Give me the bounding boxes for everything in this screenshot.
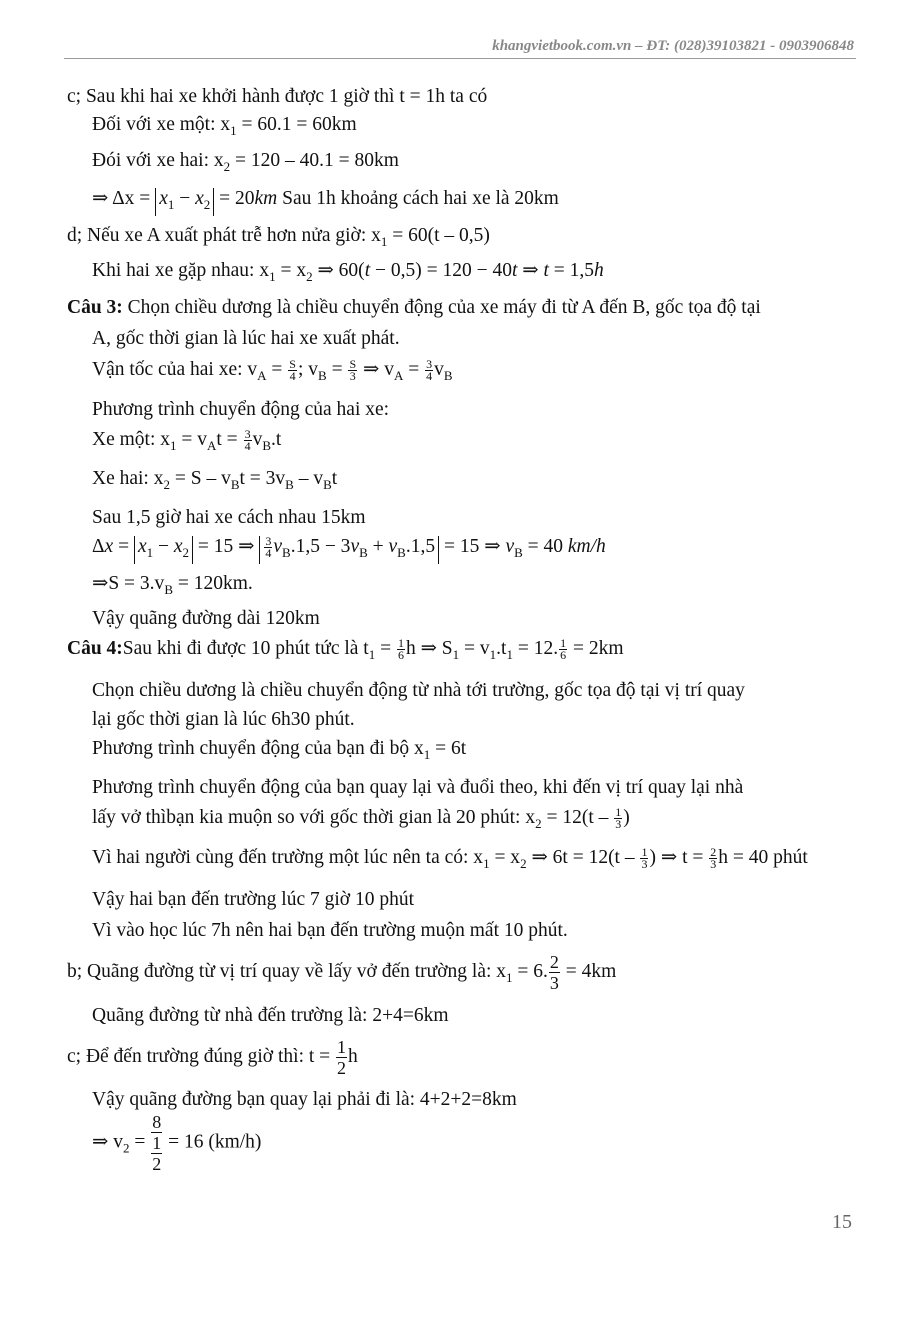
text-run: v	[252, 429, 263, 450]
text-line	[67, 296, 761, 320]
numerator: 2	[710, 845, 717, 860]
denominator: 3	[549, 972, 559, 993]
text-run: ⇒ Δx =	[92, 187, 156, 209]
denominator: 6	[560, 648, 567, 663]
text-line	[92, 846, 808, 876]
denominator: 4	[426, 369, 433, 384]
text-run: = 60.1 = 60km	[236, 114, 357, 135]
subscript: 2	[223, 159, 231, 174]
numerator: 1	[560, 636, 567, 651]
subscript: B	[230, 477, 240, 492]
text-run: .1,5	[405, 536, 436, 557]
text-run: = 20	[214, 187, 255, 209]
fraction	[264, 536, 272, 559]
text-run: .t	[496, 638, 507, 659]
text-line	[67, 85, 487, 109]
text-run: =	[113, 536, 134, 557]
math-variable: x	[137, 536, 147, 557]
subscript: B	[514, 545, 523, 560]
subscript: 1	[170, 438, 177, 453]
text-run: d; Nếu xe A xuất phát trễ hơn nửa giờ: x	[67, 225, 381, 246]
text-line	[92, 1088, 517, 1112]
denominator	[151, 1133, 162, 1174]
math-variable: t	[364, 260, 371, 281]
subscript: 2	[535, 816, 542, 831]
text-run: .t	[270, 429, 282, 450]
subscript: 1	[452, 647, 460, 662]
text-run: = 12.	[512, 638, 559, 659]
text-run: ⇒ v	[92, 1131, 123, 1153]
text-line	[92, 888, 414, 912]
subscript: 2	[306, 269, 313, 284]
text-run: =	[326, 359, 348, 380]
text-run: = 15 ⇒	[193, 536, 260, 557]
text-run: = x	[489, 847, 521, 868]
text-run: = 16 (km/h)	[163, 1131, 262, 1153]
text-run: Vận tốc của hai xe: v	[92, 359, 258, 380]
subscript: B	[443, 368, 453, 383]
text-run: = 1,5	[548, 260, 595, 281]
math-variable: v	[388, 536, 398, 557]
page-header: khangvietbook.com.vn – ĐT: (028)39103821 - 0903906848	[492, 38, 854, 54]
subscript: 2	[122, 1140, 130, 1156]
subscript: 1	[489, 647, 497, 662]
text-line	[67, 1037, 358, 1078]
text-run: = 15 ⇒	[439, 536, 506, 557]
text-run: A, gốc thời gian là lúc hai xe xuất phát.	[92, 328, 400, 349]
math-variable: x	[195, 187, 204, 209]
subscript: 1	[506, 647, 513, 662]
text-line	[92, 919, 568, 943]
text-line	[92, 737, 466, 767]
text-run: = 40	[522, 536, 568, 557]
text-run: ; v	[297, 359, 319, 380]
text-run: Xe hai: x	[92, 468, 164, 489]
text-line	[92, 113, 357, 143]
text-run: h	[348, 1045, 358, 1067]
fraction	[614, 807, 622, 830]
text-run: – v	[293, 468, 324, 489]
text-line	[92, 607, 320, 631]
text-line	[92, 467, 337, 497]
fraction	[336, 1037, 347, 1078]
subscript: 2	[182, 545, 190, 560]
denominator: 3	[710, 857, 717, 872]
math-variable: h	[594, 260, 604, 281]
math-variable: v	[505, 536, 515, 557]
text-run: t =	[216, 429, 243, 450]
text-line	[92, 506, 366, 530]
numerator: 3	[244, 427, 251, 442]
text-line	[92, 327, 400, 351]
subscript: B	[397, 545, 406, 560]
text-run: c; Để đến trường đúng giờ thì: t =	[67, 1045, 336, 1067]
fraction	[397, 638, 405, 661]
absolute-value	[134, 536, 193, 564]
denominator: 6	[397, 648, 404, 663]
text-run: Xe một: x	[92, 429, 170, 450]
fraction	[559, 638, 567, 661]
text-run: v	[434, 359, 444, 380]
subscript: 1	[146, 545, 154, 560]
text-run: Sau 1,5 giờ hai xe cách nhau 15km	[92, 507, 366, 528]
text-run: = 2km	[568, 638, 624, 659]
text-run: Đói với xe hai: x	[92, 150, 224, 171]
numerator: 1	[337, 1036, 347, 1057]
text-run: ⇒	[517, 260, 544, 281]
text-run: Khi hai xe gặp nhau: x	[92, 260, 270, 281]
text-run: Vì vào học lúc 7h nên hai bạn đến trường muộn mất 10 phút.	[92, 920, 568, 941]
text-line	[92, 776, 743, 800]
text-run: .1,5 − 3	[290, 536, 351, 557]
text-run: t	[331, 468, 338, 489]
text-line	[92, 149, 399, 179]
text-run: = x	[275, 260, 307, 281]
numerator: 3	[265, 534, 272, 549]
text-run: = 6t	[430, 738, 467, 759]
fraction	[709, 847, 717, 870]
text-line	[92, 572, 253, 602]
text-run: Phương trình chuyển động của hai xe:	[92, 399, 390, 420]
text-run: Δ	[92, 536, 105, 557]
subscript: 1	[380, 234, 388, 249]
text-run: =	[266, 359, 288, 380]
subscript: 1	[368, 647, 376, 662]
text-run: )	[623, 807, 630, 828]
text-run: = v	[459, 638, 490, 659]
subscript: A	[257, 368, 267, 383]
denominator: 4	[265, 546, 272, 561]
denominator: 4	[289, 369, 296, 384]
text-run: ) ⇒ t =	[649, 847, 709, 868]
absolute-value	[259, 536, 439, 564]
subscript: A	[393, 368, 404, 383]
text-line	[67, 224, 490, 254]
text-run: ⇒ 60(	[312, 260, 365, 281]
text-line	[92, 1004, 448, 1028]
denominator: 3	[349, 369, 356, 384]
question-label: Câu 4:	[67, 638, 123, 659]
text-run: h ⇒ S	[405, 638, 453, 659]
numerator: 1	[615, 805, 622, 820]
text-run: Chọn chiều dương là chiều chuyển động từ nhà tới trường, gốc tọa độ tại vị trí quay	[92, 680, 745, 701]
text-run: = S – v	[169, 468, 231, 489]
subscript: B	[318, 368, 327, 383]
text-line	[92, 358, 453, 388]
text-run: ⇒ 6t = 12(t –	[526, 847, 640, 868]
text-run: − 0,5) = 120 − 40	[370, 260, 512, 281]
text-line	[92, 259, 604, 289]
subscript: 1	[423, 747, 431, 762]
text-run: Đối với xe một: x	[92, 114, 231, 135]
subscript: 2	[163, 477, 170, 492]
text-run: Vậy hai bạn đến trường lúc 7 giờ 10 phút	[92, 889, 415, 910]
text-run: = v	[176, 429, 207, 450]
text-run: b; Quãng đường từ vị trí quay về lấy vở đến trường là: x	[67, 960, 507, 982]
text-line	[92, 428, 281, 458]
text-line	[92, 187, 559, 216]
subscript: B	[323, 477, 332, 492]
text-line	[92, 708, 355, 732]
text-run: Vì hai người cùng đến trường một lúc nên ta có: x	[92, 847, 484, 868]
subscript: 1	[483, 856, 490, 871]
text-run: Vậy quãng đường bạn quay lại phải đi là: 4+2+2=8km	[92, 1089, 517, 1110]
text-run: −	[153, 536, 174, 557]
math-variable: km	[254, 187, 278, 209]
text-run: = 6.	[512, 960, 548, 982]
denominator: 2	[337, 1057, 347, 1078]
question-label: Câu 3:	[67, 297, 123, 318]
text-run: =	[403, 359, 425, 380]
text-run: Quãng đường từ nhà đến trường là: 2+4=6km	[92, 1005, 449, 1026]
text-run: Phương trình chuyển động của bạn đi bộ x	[92, 738, 424, 759]
text-line	[92, 398, 389, 422]
math-variable: x	[159, 187, 168, 209]
subscript: B	[282, 545, 291, 560]
text-run: lại gốc thời gian là lúc 6h30 phút.	[92, 709, 355, 730]
text-run: lấy vở thìbạn kia muộn so với gốc thời gian là 20 phút: x	[92, 807, 536, 828]
text-run: Vậy quãng đường dài 120km	[92, 608, 320, 629]
text-line	[92, 679, 745, 703]
subscript: 2	[520, 856, 527, 871]
text-run: ⇒S = 3.v	[92, 573, 165, 594]
fraction	[348, 359, 357, 382]
absolute-value	[155, 188, 214, 216]
text-run: =	[375, 638, 396, 659]
denominator: 2	[152, 1154, 162, 1174]
header-rule	[64, 58, 856, 59]
subscript: 2	[203, 196, 211, 212]
text-run: Sau khi đi được 10 phút tức là t	[122, 638, 369, 659]
subscript: 1	[230, 123, 237, 138]
text-run: Chọn chiều dương là chiều chuyển động của xe máy đi từ A đến B, gốc tọa độ tại	[122, 297, 761, 318]
text-line	[92, 806, 630, 836]
subscript: B	[262, 438, 271, 453]
numerator: S	[349, 357, 357, 372]
text-run: Sau 1h khoảng cách hai xe là 20km	[277, 187, 559, 209]
numerator: 8	[152, 1112, 162, 1132]
subscript: B	[164, 582, 173, 597]
numerator: 2	[549, 951, 559, 972]
fraction	[244, 429, 252, 452]
text-run: = 12(t –	[541, 807, 614, 828]
text-run: c; Sau khi hai xe khởi hành được 1 giờ thì t = 1h ta có	[67, 86, 488, 107]
text-run: ⇒ v	[358, 359, 394, 380]
subscript: 1	[167, 196, 175, 212]
text-run: =	[129, 1131, 151, 1153]
text-run: +	[367, 536, 389, 557]
text-run: = 4km	[560, 960, 617, 982]
math-variable: x	[173, 536, 183, 557]
text-run: h = 40 phút	[718, 847, 808, 868]
fraction	[549, 952, 560, 993]
subscript: 1	[506, 969, 513, 985]
text-line	[92, 535, 606, 565]
fraction	[288, 359, 297, 382]
text-run: −	[174, 187, 196, 209]
text-line	[67, 952, 616, 993]
text-run: Phương trình chuyển động của bạn quay lại và đuổi theo, khi đến vị trí quay lại nhà	[92, 777, 744, 798]
text-run: t = 3v	[239, 468, 286, 489]
math-variable: t	[511, 260, 518, 281]
text-run: = 60(t – 0,5)	[387, 225, 490, 246]
numerator: 1	[397, 636, 404, 651]
math-variable: v	[273, 536, 283, 557]
subscript: A	[207, 438, 217, 453]
denominator: 3	[615, 817, 622, 832]
text-line	[67, 637, 624, 667]
math-variable: t	[543, 260, 549, 281]
numerator: S	[289, 357, 296, 372]
numerator: 1	[152, 1133, 162, 1153]
fraction	[425, 359, 433, 382]
denominator: 3	[641, 857, 648, 872]
math-variable: km/h	[567, 536, 606, 557]
subscript: 1	[269, 269, 276, 284]
subscript: B	[285, 477, 294, 492]
text-line	[92, 1112, 261, 1174]
subscript: B	[359, 545, 368, 560]
fraction	[151, 1112, 162, 1174]
math-variable: x	[104, 536, 114, 557]
math-variable: v	[350, 536, 360, 557]
denominator: 4	[244, 439, 251, 454]
text-run: = 120km.	[172, 573, 253, 594]
numerator: 3	[426, 357, 433, 372]
page-number: 15	[832, 1211, 852, 1233]
numerator: 1	[641, 845, 648, 860]
text-run: = 120 – 40.1 = 80km	[230, 150, 399, 171]
fraction	[640, 847, 648, 870]
